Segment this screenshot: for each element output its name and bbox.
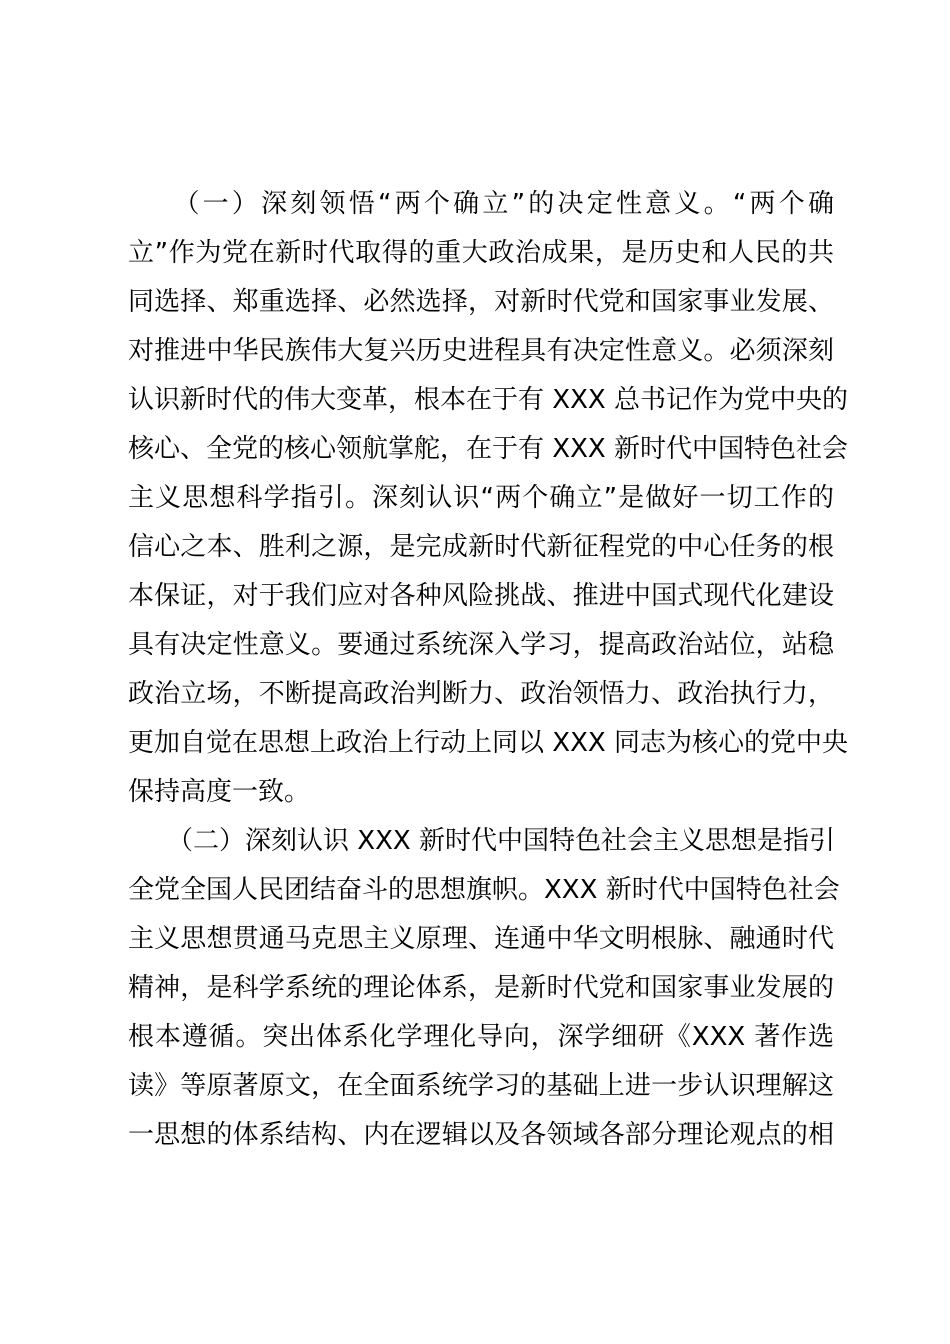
paragraph-line: 主义思想贯通马克思主义原理、连通中华文明根脉、融通时代 (128, 924, 834, 954)
paragraph-line: 精神，是科学系统的理论体系，是新时代党和国家事业发展的 (128, 973, 834, 1003)
paragraph-line: 认识新时代的伟大变革，根本在于有 XXX 总书记作为党中央的 (128, 385, 848, 415)
paragraph-line: 根本遵循。突出体系化学理化导向，深学细研《XXX 著作选 (128, 1022, 834, 1052)
paragraph-line: 立”作为党在新时代取得的重大政治成果，是历史和人民的共 (128, 238, 834, 268)
paragraph-line: 读》等原著原文，在全面系统学习的基础上进一步认识理解这 (128, 1071, 834, 1101)
paragraph-line: 对推进中华民族伟大复兴历史进程具有决定性意义。必须深刻 (128, 336, 834, 366)
paragraph-line: 政治立场，不断提高政治判断力、政治领悟力、政治执行力， (128, 679, 834, 709)
paragraph-line: 全党全国人民团结奋斗的思想旗帜。XXX 新时代中国特色社会 (128, 875, 840, 905)
paragraph-line: 本保证，对于我们应对各种风险挑战、推进中国式现代化建设 (128, 581, 834, 611)
paragraph-line: 主义思想科学指引。深刻认识“两个确立”是做好一切工作的 (128, 483, 834, 513)
paragraph-line: 信心之本、胜利之源，是完成新时代新征程党的中心任务的根 (128, 532, 834, 562)
document-body (128, 180, 848, 1160)
paragraph-line: 同选择、郑重选择、必然选择，对新时代党和国家事业发展、 (128, 287, 834, 317)
paragraph-line: 具有决定性意义。要通过系统深入学习，提高政治站位，站稳 (128, 630, 834, 660)
paragraph-2 (128, 817, 840, 1160)
paragraph-line: 保持高度一致。 (128, 777, 311, 807)
paragraph-1 (128, 180, 848, 817)
paragraph-line: （一）深刻领悟“两个确立”的决定性意义。“两个确 (128, 189, 834, 219)
paragraph-line: 核心、全党的核心领航掌舵，在于有 XXX 新时代中国特色社会 (128, 434, 848, 464)
paragraph-line: 一思想的体系结构、内在逻辑以及各领域各部分理论观点的相 (128, 1120, 834, 1150)
paragraph-line: 更加自觉在思想上政治上行动上同以 XXX 同志为核心的党中央 (128, 728, 848, 758)
paragraph-line: （二）深刻认识 XXX 新时代中国特色社会主义思想是指引 (128, 826, 835, 856)
